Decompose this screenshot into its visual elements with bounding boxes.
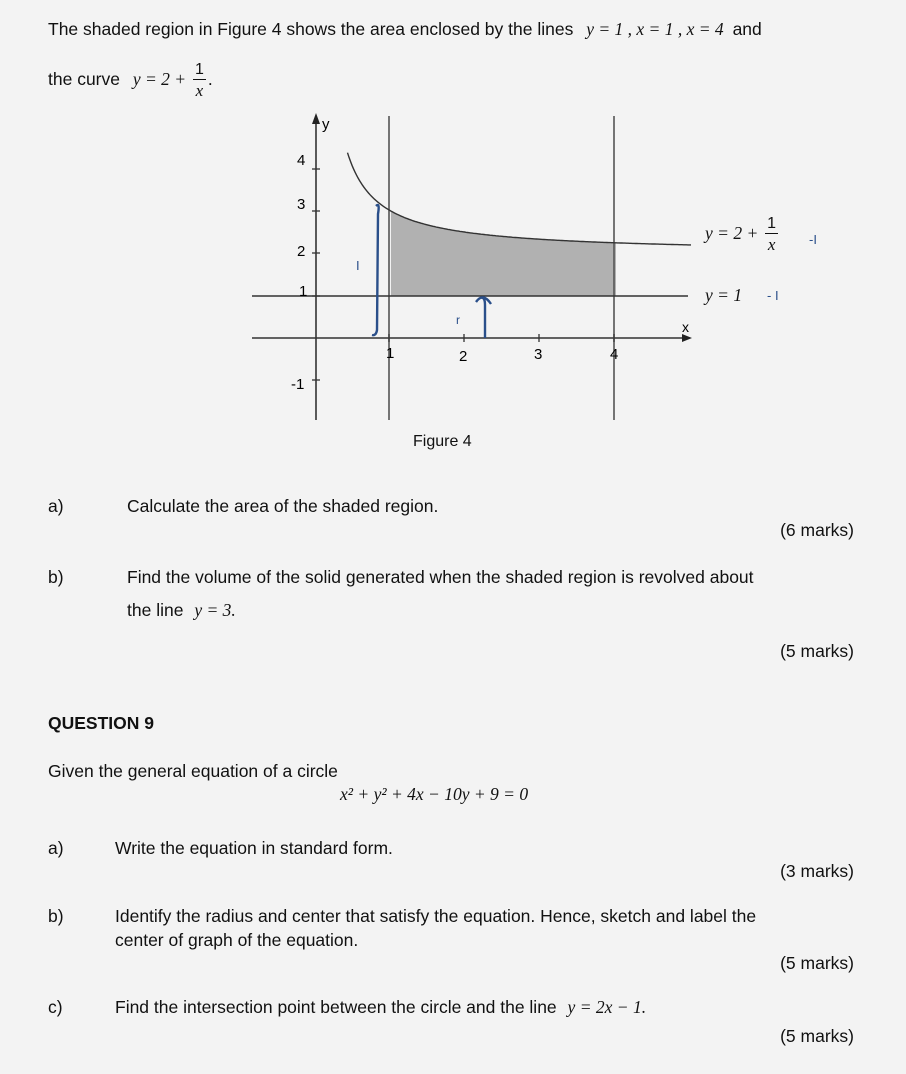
y-tick-label: 2: [297, 243, 306, 260]
curve-fraction: $\frac{1}{x}$: [195, 61, 204, 100]
curve-annotation: -I: [809, 232, 817, 247]
x-axis-arrow-icon: [682, 334, 692, 342]
curve-equation-lhs: y = 2 +: [132, 69, 187, 90]
intro-text: The shaded region in Figure 4 shows the area enclosed by the lines: [48, 19, 574, 39]
q9-b-label: b): [48, 906, 64, 926]
q8-b-text-line-2: the line y = 3.: [127, 600, 236, 620]
intro-curve-text: the curve: [48, 69, 120, 90]
q8-b-label: b): [48, 567, 64, 587]
q9-a-marks: (3 marks): [780, 861, 854, 881]
figure-caption: Figure 4: [413, 433, 472, 450]
q9-b-marks: (5 marks): [780, 953, 854, 973]
curve-label: y = 2 + $\frac{1}{x}$: [705, 215, 777, 254]
q9-a-label: a): [48, 838, 64, 858]
y-axis-label: y: [322, 116, 330, 133]
intro-and: and: [732, 19, 762, 39]
q9-c-text: Find the intersection point between the circle and the line y = 2x − 1.: [115, 997, 647, 1017]
q9-heading: QUESTION 9: [48, 713, 154, 733]
q8-a-text: Calculate the area of the shaded region.: [127, 496, 439, 516]
strip-bracket-left: [372, 205, 379, 335]
y-axis-arrow-icon: [312, 113, 320, 124]
curve-period: .: [207, 69, 213, 90]
y-tick-label: 1: [299, 283, 308, 300]
q9-a-text: Write the equation in standard form.: [115, 838, 393, 858]
q8-a-label: a): [48, 496, 64, 516]
x-tick-label: 4: [610, 346, 619, 363]
q8-b-text: Find the volume of the solid generated when the shaded region is revolved about: [127, 567, 754, 587]
y-tick-label: 4: [297, 152, 306, 169]
strip-arrow-right: [476, 297, 491, 338]
q9-c-label: c): [48, 997, 63, 1017]
q8-b-marks: (5 marks): [780, 641, 854, 661]
line-annotation: - I: [767, 288, 779, 303]
intro-equations: y = 1 , x = 1 , x = 4: [586, 19, 724, 39]
q9-b-text: Identify the radius and center that satisfy the equation. Hence, sketch and label the: [115, 906, 757, 926]
q9-b-text-line-2: center of graph of the equation.: [115, 930, 359, 950]
q9-equation: x² + y² + 4x − 10y + 9 = 0: [340, 784, 529, 804]
strip-label-right: r: [456, 313, 460, 327]
q8-a-marks: (6 marks): [780, 520, 854, 540]
x-axis-label: x: [682, 319, 689, 335]
x-tick-label: 2: [459, 348, 468, 365]
line-label: y = 1: [705, 285, 743, 305]
q9-c-marks: (5 marks): [780, 1026, 854, 1046]
q9-intro: Given the general equation of a circle: [48, 761, 338, 781]
y-tick-label: -1: [291, 376, 305, 393]
strip-label-left: I: [356, 258, 360, 273]
y-tick-label: 3: [297, 196, 306, 213]
x-tick-label: 1: [386, 345, 395, 362]
x-tick-label: 3: [534, 346, 543, 363]
